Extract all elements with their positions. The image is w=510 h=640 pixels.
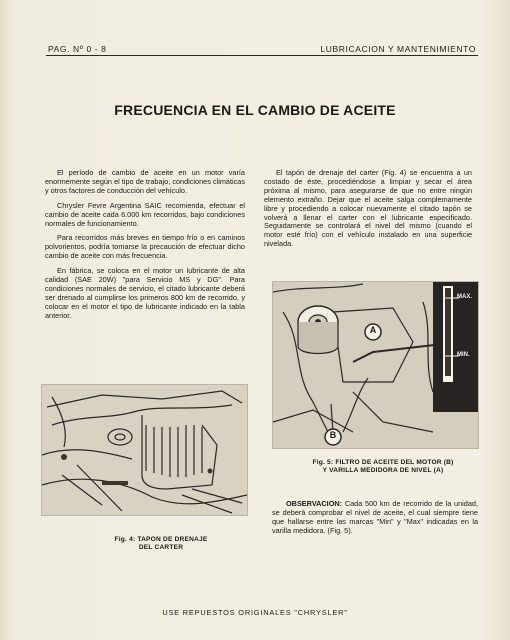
fig4-caption-line2: DEL CARTER <box>138 543 184 551</box>
page-header <box>48 40 476 54</box>
fig5-label-a: A <box>369 325 377 335</box>
page-number: PAG. Nº 0 - 8 <box>48 44 107 54</box>
observation-label: OBSERVACION: <box>286 499 343 508</box>
right-column <box>264 169 472 255</box>
left-paragraph-4: En fábrica, se coloca en el motor un lubricante de alta calidad (SAE 20W) "para Servicio MS y DG". Para condiciones normales de servicio, el citado lubricante deberá ser drenado al cumplirse los primeros 800 km de recorrido, y colocar en el motor el tipo de lubricante indicado en la tabla anterior. <box>45 266 245 320</box>
crankcase-drawing <box>42 385 247 515</box>
dipstick-max-label: MAX. <box>457 294 472 300</box>
fig4-crankcase-illustration <box>41 384 248 516</box>
dipstick-min-label: MIN. <box>457 352 470 358</box>
engine-drawing <box>273 282 478 448</box>
fig4-caption-line1: Fig. 4: TAPON DE DRENAJE <box>114 536 208 543</box>
right-paragraph-1: El tapón de drenaje del carter (Fig. 4) se encuentra a un costado de éste, procediéndose a limpiar y secar el área próxima al mismo, para asegurarse de que no entre ningún elemento extraño. Dejar que el aceite salga complemamente libre y procediendo a colocar nuevamente el citado tapón se volverá a llenar el carter con el lubricante especificado. Seguidamente se controlará el nivel del mismo (cuando el motor esté frío) con el vehículo instalado en una superficie nivelada. <box>264 168 472 249</box>
fig5-caption-line1: Fig. 5: FILTRO DE ACEITE DEL MOTOR (B) <box>312 459 454 466</box>
left-paragraph-3: Para recorridos más breves en tiempo frío o en caminos polvorientos, podría tomarse la precaución de efectuar dicho cambio de aceite con más frecuencia. <box>45 233 245 261</box>
oil-filter-drawing <box>298 306 338 354</box>
fig5-label-b: B <box>329 430 337 440</box>
left-column <box>45 169 245 327</box>
fig5-caption <box>298 459 468 475</box>
observation-note <box>272 500 478 536</box>
fig4-caption <box>96 536 226 552</box>
left-paragraph-2: Chrysler Fevre Argentina SAIC recomienda, efectuar el cambio de aceite cada 6.000 km recorridos, bajo condiciones normales de funcionamiento. <box>45 200 245 228</box>
page-footer: USE REPUESTOS ORIGINALES "CHRYSLER" <box>162 608 348 617</box>
observation-text: Cada 500 km de recorrido de la unidad, se deberá comprobar el nivel de aceite, el cual siempre tiene que hallarse entre las marcas "Min" y "Max" indicadas en la varilla medidora. (Fig. 5). <box>272 499 478 535</box>
fig5-caption-line2: Y VARILLA MEDIDORA DE NIVEL (A) <box>322 466 444 474</box>
fig5-engine-illustration <box>272 281 479 449</box>
section-title: LUBRICACION Y MANTENIMIENTO <box>320 44 476 54</box>
header-divider <box>46 55 478 56</box>
page-title: FRECUENCIA EN EL CAMBIO DE ACEITE <box>114 102 396 118</box>
left-paragraph-1: El período de cambio de aceite en un motor varía enormemente según el tipo de trabajo, condiciones climáticas y otros factores de conducción del vehículo. <box>45 168 245 195</box>
